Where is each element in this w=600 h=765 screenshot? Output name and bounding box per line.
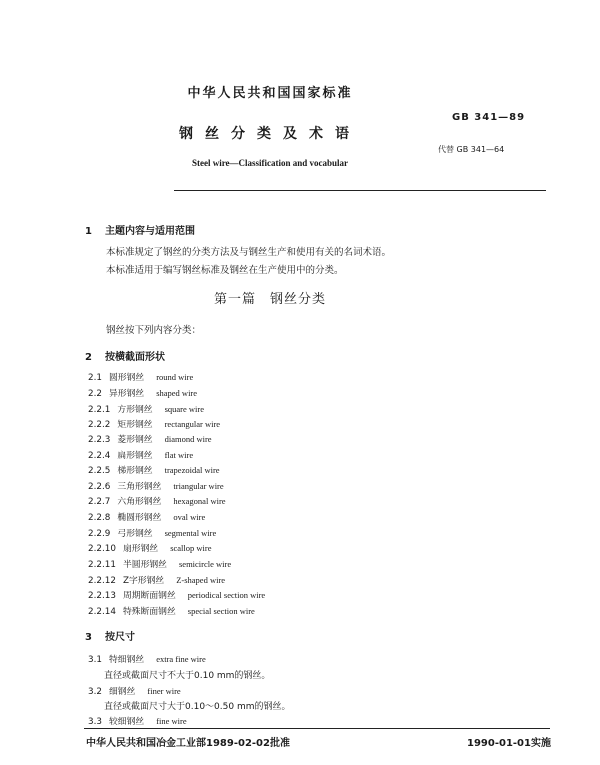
- item-number: 2.2.6: [88, 482, 111, 492]
- issuer-approval: 中华人民共和国冶金工业部1989-02-02批准: [86, 738, 290, 749]
- item-term-en: shaped wire: [156, 388, 198, 398]
- list-item: [88, 479, 224, 492]
- national-standard-heading: 中华人民共和国国家标准: [187, 86, 353, 101]
- list-item: [88, 494, 226, 507]
- section-number: 1: [85, 226, 92, 237]
- item-term-cn: 椭圆形钢丝: [117, 513, 162, 523]
- item-term-cn: 方形钢丝: [117, 405, 153, 415]
- item-number: 2.2: [88, 389, 102, 399]
- document-title-cn: 钢丝分类及术语: [179, 126, 361, 142]
- item-term-cn: 较细钢丝: [109, 717, 145, 727]
- item-term-en: diamond wire: [164, 434, 212, 444]
- list-item: [88, 386, 197, 399]
- item-term-cn: 细钢丝: [109, 687, 136, 697]
- item-term-cn: 扁形钢丝: [117, 451, 153, 461]
- replaces-standard: 代替 GB 341—64: [438, 145, 505, 154]
- footer-divider: [84, 728, 550, 729]
- item-term-cn: 矩形钢丝: [117, 420, 153, 430]
- section-2-heading: [85, 348, 165, 363]
- document-title-en: Steel wire—Classification and vocabular: [191, 158, 349, 168]
- item-number: 2.2.13: [88, 591, 116, 601]
- paragraph: 本标准规定了钢丝的分类方法及与钢丝生产和使用有关的名词术语。: [106, 247, 392, 258]
- item-definition: 直径或截面尺寸不大于0.10 mm的钢丝。: [104, 671, 271, 681]
- item-number: 2.2.3: [88, 435, 111, 445]
- item-number: 2.2.4: [88, 451, 111, 461]
- item-term-en: finer wire: [147, 686, 181, 696]
- section-number: 2: [85, 352, 92, 363]
- section-title: 按横截面形状: [105, 352, 165, 363]
- list-item: [88, 417, 220, 430]
- item-term-cn: 梯形钢丝: [117, 466, 153, 476]
- item-term-cn: 弓形钢丝: [117, 529, 153, 539]
- item-number: 2.2.10: [88, 544, 116, 554]
- item-number: 2.2.9: [88, 529, 111, 539]
- list-item: [88, 541, 212, 554]
- list-item: [88, 370, 193, 383]
- item-term-en: triangular wire: [173, 481, 224, 491]
- item-term-cn: 六角形钢丝: [117, 497, 162, 507]
- list-item: [88, 604, 255, 617]
- part-intro: 钢丝按下列内容分类：: [106, 325, 202, 336]
- list-item: [88, 526, 216, 539]
- item-term-en: round wire: [156, 372, 194, 382]
- item-number: 3.1: [88, 655, 102, 665]
- section-3-heading: [85, 628, 135, 643]
- item-term-en: segmental wire: [164, 528, 217, 538]
- list-item: [88, 510, 205, 523]
- item-term-en: scallop wire: [170, 543, 212, 553]
- header-divider: [174, 190, 546, 191]
- item-term-en: Z-shaped wire: [176, 575, 226, 585]
- item-term-en: square wire: [164, 404, 205, 414]
- item-number: 2.2.2: [88, 420, 111, 430]
- item-term-cn: Z字形钢丝: [122, 576, 165, 586]
- item-term-en: flat wire: [164, 450, 194, 460]
- item-number: 3.3: [88, 717, 102, 727]
- list-item: [88, 432, 212, 445]
- item-term-cn: 三角形钢丝: [117, 482, 162, 492]
- item-number: 2.1: [88, 373, 102, 383]
- standard-number: GB 341—89: [452, 112, 526, 123]
- section-title: 按尺寸: [105, 632, 135, 643]
- item-number: 2.2.7: [88, 497, 111, 507]
- item-term-en: semicircle wire: [178, 559, 232, 569]
- list-item: [88, 557, 231, 570]
- list-item: [88, 573, 225, 586]
- part-title: 第一篇 钢丝分类: [213, 292, 326, 307]
- item-number: 2.2.8: [88, 513, 111, 523]
- item-definition: 直径或截面尺寸大于0.10～0.50 mm的钢丝。: [104, 702, 291, 712]
- item-term-en: special section wire: [187, 606, 255, 616]
- list-item: [88, 402, 204, 415]
- item-term-cn: 异形钢丝: [109, 389, 145, 399]
- list-item: [88, 448, 193, 461]
- paragraph: 本标准适用于编写钢丝标准及钢丝在生产使用中的分类。: [106, 265, 344, 276]
- item-number: 2.2.1: [88, 405, 111, 415]
- item-number: 2.2.14: [88, 607, 116, 617]
- item-number: 3.2: [88, 687, 102, 697]
- item-term-en: extra fine wire: [156, 654, 206, 664]
- item-term-en: rectangular wire: [164, 419, 221, 429]
- item-term-cn: 特细钢丝: [109, 655, 145, 665]
- item-term-en: periodical section wire: [187, 590, 266, 600]
- item-term-cn: 菱形钢丝: [117, 435, 153, 445]
- item-term-cn: 圆形钢丝: [109, 373, 145, 383]
- item-term-en: trapezoidal wire: [164, 465, 220, 475]
- section-number: 3: [85, 632, 92, 643]
- item-number: 2.2.11: [88, 560, 116, 570]
- list-item: [88, 463, 220, 476]
- item-number: 2.2.12: [88, 576, 116, 586]
- list-item: [88, 652, 206, 665]
- item-term-cn: 特殊断面钢丝: [122, 607, 176, 617]
- item-number: 2.2.5: [88, 466, 111, 476]
- item-term-cn: 扇形钢丝: [122, 544, 159, 554]
- item-term-en: fine wire: [156, 716, 187, 726]
- section-title: 主题内容与适用范围: [105, 226, 195, 237]
- item-term-cn: 半圆形钢丝: [122, 560, 167, 570]
- item-term-en: oval wire: [173, 512, 206, 522]
- item-term-cn: 周期断面钢丝: [122, 591, 176, 601]
- list-item: [88, 714, 187, 727]
- effective-date: 1990-01-01实施: [467, 738, 551, 749]
- list-item: [88, 684, 181, 697]
- item-term-en: hexagonal wire: [173, 496, 226, 506]
- section-1-heading: [85, 222, 195, 237]
- list-item: [88, 588, 265, 601]
